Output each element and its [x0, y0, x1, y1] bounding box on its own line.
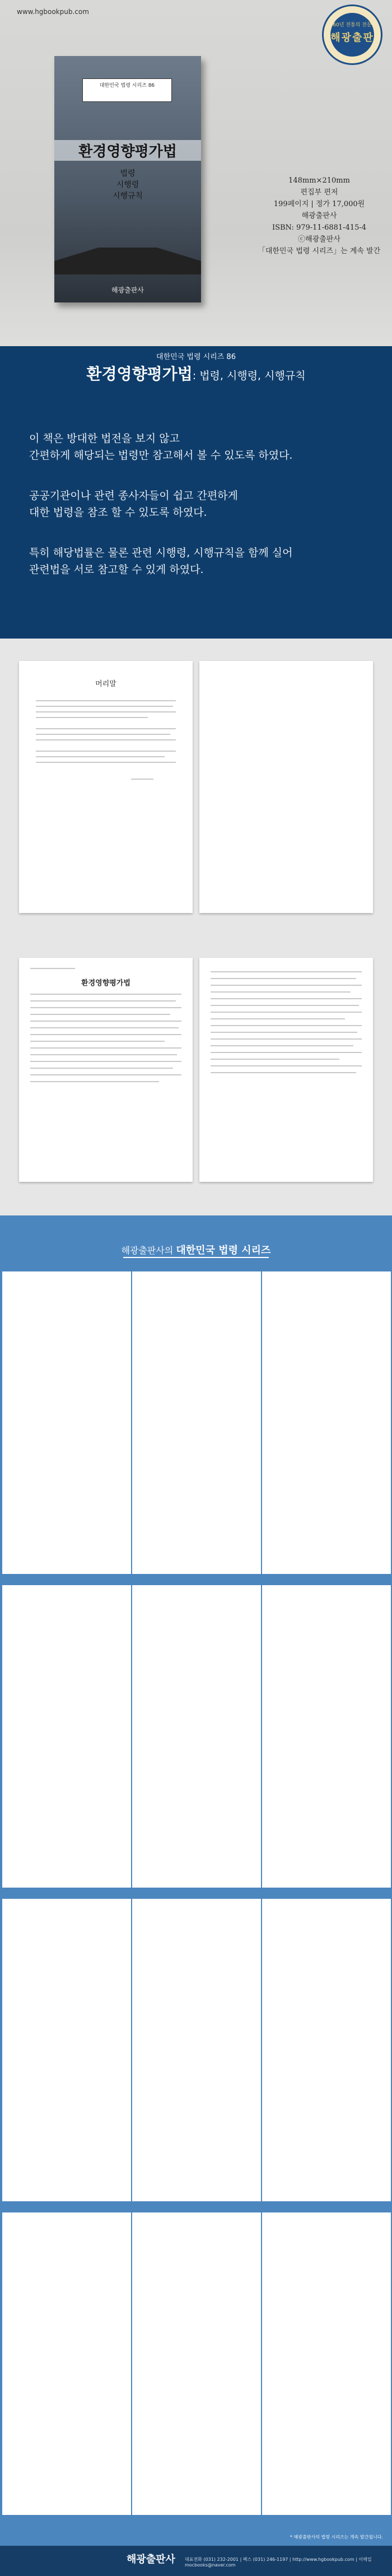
- title-banner: [0, 346, 392, 392]
- series-list-panel: [2, 1585, 131, 1888]
- meta-copyright: ⓒ해광출판사: [298, 235, 340, 244]
- series-prefix: 해광출판사의: [121, 1245, 174, 1256]
- intro-line: 공공기관이나 관련 종사자들이 쉽고 간편하게: [29, 490, 238, 502]
- intro-line: 관련법을 서로 참고할 수 있게 하였다.: [29, 563, 204, 576]
- series-list-panel: [2, 2212, 131, 2515]
- series-note: * 해광출판사의 법령 시리즈는 계속 발간됩니다.: [290, 2535, 384, 2540]
- preview-page-right: [199, 958, 373, 1182]
- book-subtitle: [54, 168, 201, 202]
- badge-inner: [330, 13, 374, 57]
- series-list-panel: [132, 1271, 261, 1574]
- intro-section: [0, 392, 392, 639]
- meta-author: 편집부 편저: [300, 188, 338, 197]
- preview-law-title: 환경영향평가법: [81, 979, 130, 987]
- series-list-panel: [132, 2212, 261, 2515]
- footer-logo: 해광출판사: [127, 2554, 175, 2565]
- banner-main: [0, 362, 392, 384]
- preview-page-left: [19, 661, 193, 913]
- intro-line: 간편하게 해당되는 법령만 참고해서 볼 수 있도록 하였다.: [29, 449, 293, 462]
- preview-spread-preface: [0, 639, 392, 935]
- footer: [0, 2546, 392, 2576]
- intro-line: 대한 법령을 참조 할 수 있도록 하였다.: [29, 506, 207, 519]
- series-list-panel: [262, 2212, 391, 2515]
- badge-main: 해광출판: [330, 32, 374, 44]
- book-sub-3: 시행규칙: [112, 192, 143, 201]
- book-sub-1: 법령: [120, 169, 136, 178]
- hero-section: [0, 0, 392, 392]
- intro-line: 이 책은 방대한 법전을 보지 않고: [29, 432, 180, 445]
- series-header: [0, 1242, 392, 1257]
- badge: [322, 4, 382, 65]
- preview-page-right: [199, 661, 373, 913]
- preview-spread-law: [0, 935, 392, 1215]
- series-section: [0, 1215, 392, 2526]
- preview-title: 머리말: [95, 680, 116, 688]
- intro-line: 특히 해당법률은 물론 관련 시행령, 시행규칙을 함께 실어: [29, 547, 293, 559]
- meta-isbn: ISBN: 979-11-6881-415-4: [272, 223, 367, 232]
- book-title: 환경영향평가법: [54, 140, 201, 161]
- meta-size: 148mm×210mm: [288, 176, 350, 185]
- series-list-panel: [132, 1899, 261, 2201]
- meta-publisher: 해광출판사: [301, 212, 337, 220]
- series-title: 대한민국 법령 시리즈: [176, 1245, 271, 1256]
- badge-top: 60년 전통의 전문: [333, 22, 372, 28]
- cover-roof-illustration: [54, 241, 201, 274]
- series-list-panel: [2, 1899, 131, 2201]
- book-series: 대한민국 법령 시리즈 86: [82, 78, 172, 102]
- series-list-panel: [262, 1899, 391, 2201]
- banner-series: 대한민국 법령 시리즈 86: [156, 353, 236, 361]
- book-publisher: 해광출판사: [111, 286, 144, 294]
- banner-title: 환경영향평가법: [86, 365, 193, 383]
- series-list-panel: [262, 1585, 391, 1888]
- series-underline: [123, 1257, 269, 1258]
- book-cover: [54, 56, 201, 302]
- book-meta: [252, 175, 386, 257]
- series-list-panel: [2, 1271, 131, 1574]
- site-url[interactable]: www.hgbookpub.com: [17, 8, 89, 16]
- footer-contact: 대표전화 (031) 232-2001 | 팩스 (031) 246-1197 | http://www.hgbookpub.com | 이메일 mocbooks@naver.com: [185, 2557, 372, 2568]
- series-list-panel: [132, 1585, 261, 1888]
- meta-price: 199페이지 | 정가 17,000원: [273, 200, 365, 208]
- banner-sub: : 법령, 시행령, 시행규칙: [192, 370, 306, 382]
- meta-note: 「대한민국 법령 시리즈」는 계속 발간: [258, 247, 381, 255]
- preview-page-left: [19, 958, 193, 1182]
- book-sub-2: 시행령: [116, 180, 139, 189]
- series-list-panel: [262, 1271, 391, 1574]
